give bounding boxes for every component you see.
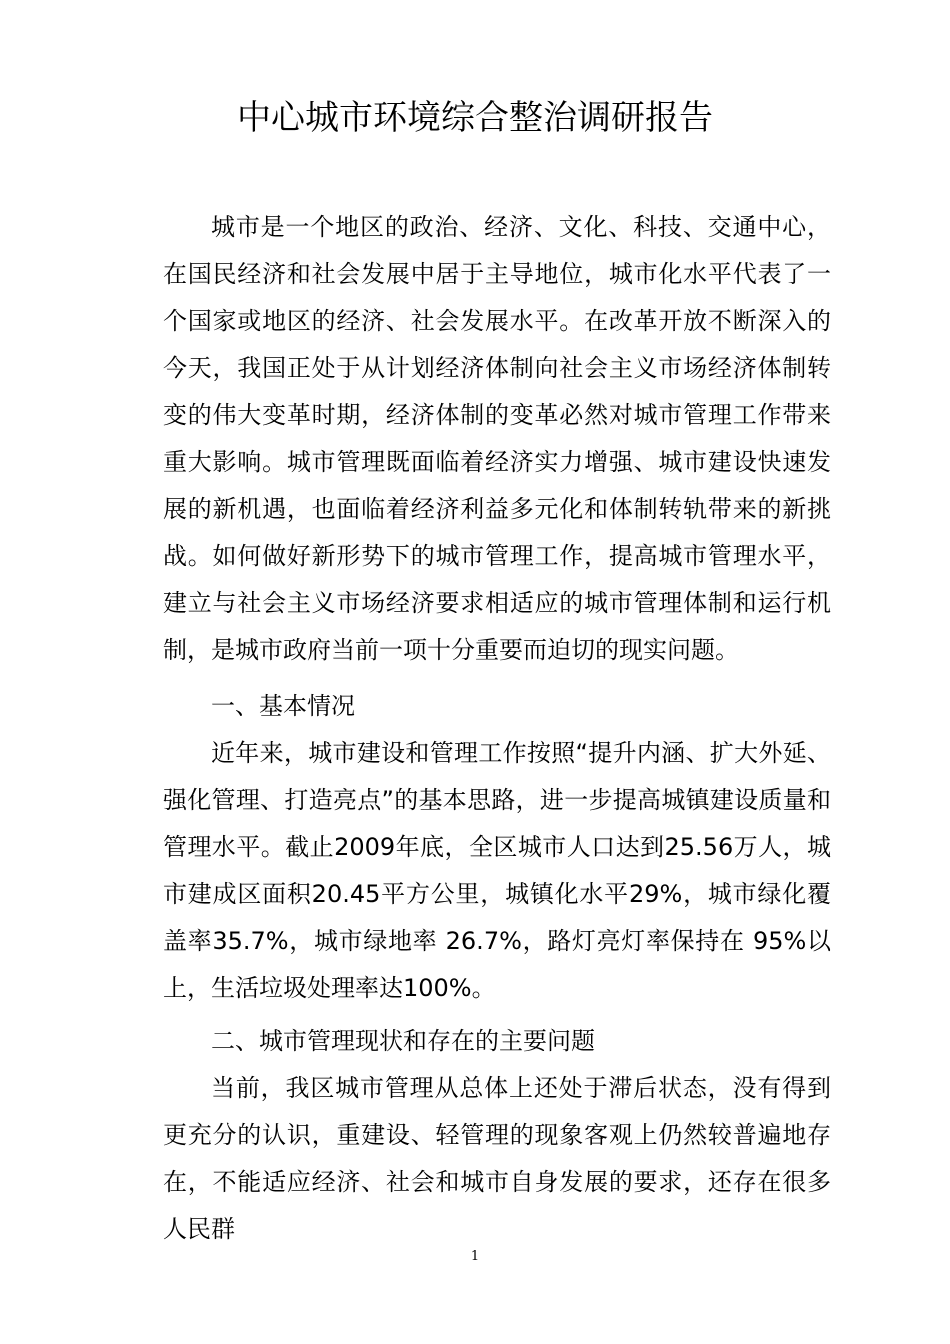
section-heading-basic: 一、基本情况 (211, 692, 355, 720)
intro-block (163, 204, 831, 674)
page-number: 1 (470, 1249, 480, 1264)
section-2-paragraph: 当前，我区城市管理从总体上还处于滞后状态，没有得到更充分的认识，重建设、轻管理的现象客观上仍然较普遍地存在，不能适应经济、社会和城市自身发展的要求，还存在很多人民群 (163, 1074, 831, 1243)
section-heading-issues: 二、城市管理现状和存在的主要问题 (211, 1027, 595, 1055)
intro-paragraph: 城市是一个地区的政治、经济、文化、科技、交通中心，在国民经济和社会发展中居于主导地位，城市化水平代表了一个国家或地区的经济、社会发展水平。在改革开放不断深入的今天，我国正处于从计划经济体制向社会主义市场经济体制转变的伟大变革时期，经济体制的变革必然对城市管理工作带来重大影响。城市管理既面临着经济实力增强、城市建设快速发展的新机遇，也面临着经济利益多元化和体制转轨带来的新挑战。如何做好新形势下的城市管理工作，提高城市管理水平，建立与社会主义市场经济要求相适应的城市管理体制和运行机制，是城市政府当前一项十分重要而迫切的现实问题。 (163, 213, 831, 664)
document-title: 中心城市环境综合整治调研报告 (237, 98, 713, 138)
section-2-block (163, 1018, 831, 1253)
section-1-paragraph: 近年来，城市建设和管理工作按照“提升内涵、扩大外延、强化管理、打造亮点”的基本思路，进一步提高城镇建设质量和管理水平。截止2009年底，全区城市人口达到25.56万人，城市建成区面积20.45平方公里，城镇化水平29%，城市绿化覆盖率35.7%，城市绿地率 26.7%，路灯亮灯率保持在 95%以上，生活垃圾处理率达100%。 (163, 739, 831, 1002)
section-1-block (163, 683, 831, 1012)
